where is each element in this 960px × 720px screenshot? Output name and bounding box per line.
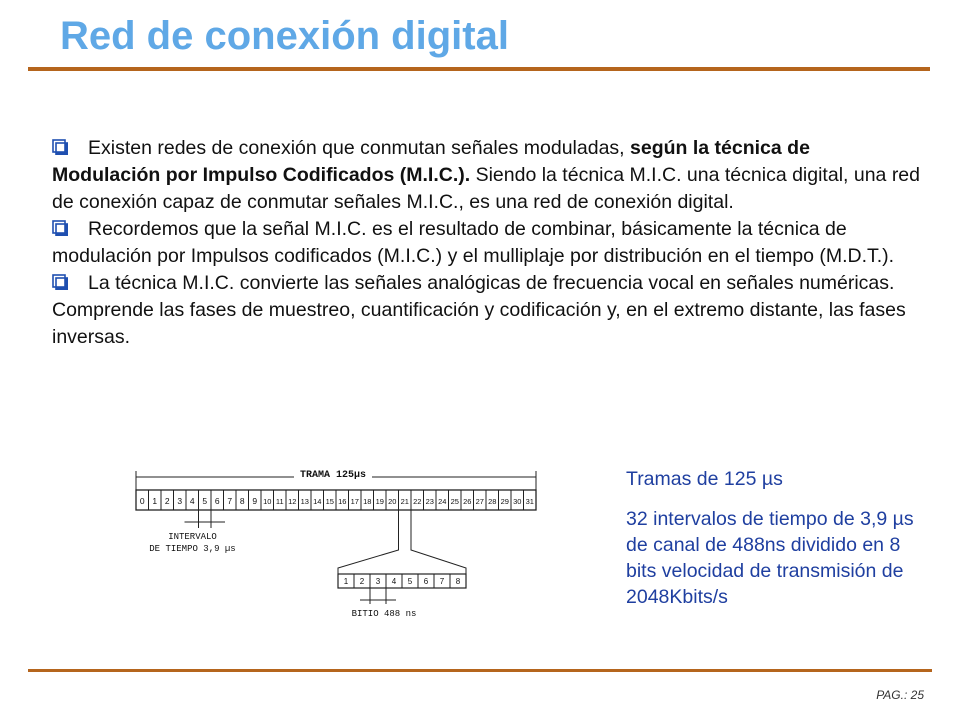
bitio-label: BITIO 488 ns <box>351 609 417 619</box>
slot-label: 10 <box>263 497 272 506</box>
slot-label: 19 <box>375 497 384 506</box>
slot-label: 11 <box>275 497 284 506</box>
bullet-paragraph <box>52 270 920 351</box>
side-notes <box>626 466 916 610</box>
bit-label: 6 <box>423 577 429 586</box>
slot-label: 6 <box>214 496 220 506</box>
bit-label: 2 <box>359 577 365 586</box>
slot-label: 26 <box>463 497 472 506</box>
side-note-frames: Tramas de 125 µs <box>626 468 783 490</box>
body-text <box>52 135 920 351</box>
interval-label-2: DE TIEMPO 3,9 µs <box>149 544 236 554</box>
slot-label: 29 <box>500 497 509 506</box>
slot-label: 30 <box>513 497 522 506</box>
pcm-frame-diagram <box>124 462 580 620</box>
slot-label: 9 <box>252 496 258 506</box>
paragraph-text: Siendo la técnica M.I.C. una técnica digital, una red de conexión capaz de conmutar señales M.I.C., es una red de conexión digital. <box>52 164 920 213</box>
slot-label: 21 <box>400 497 409 506</box>
bit-label: 5 <box>407 577 413 586</box>
slot-label: 20 <box>388 497 397 506</box>
bit-label: 8 <box>455 577 461 586</box>
checkbox-bullet-icon <box>52 274 68 290</box>
slot-label: 27 <box>475 497 484 506</box>
side-note-intervals: 32 intervalos de tiempo de 3,9 µs de canal de 488ns dividido en 8 bits velocidad de transmisión de 2048Kbits/s <box>626 508 914 608</box>
slot-label: 16 <box>338 497 347 506</box>
slot-label: 17 <box>350 497 359 506</box>
paragraph-text: La técnica M.I.C. convierte las señales analógicas de frecuencia vocal en señales numéricas. Comprende las fases de muestreo, cuantificación y codificación y, en el extremo distante, las fases inversas. <box>52 272 906 348</box>
slot-label: 31 <box>525 497 534 506</box>
paragraph-text: según la técnica de Modulación por Impulso Codificados (M.I.C.). <box>52 137 810 186</box>
slot-label: 23 <box>425 497 434 506</box>
slot-label: 7 <box>227 496 233 506</box>
paragraph-text: Existen redes de conexión que conmutan señales moduladas, <box>88 137 631 159</box>
slot-label: 13 <box>300 497 309 506</box>
expansion-line-left <box>338 510 399 574</box>
checkbox-bullet-icon <box>52 220 68 236</box>
slot-label: 3 <box>177 496 183 506</box>
slot-label: 14 <box>313 497 322 506</box>
slot-label: 12 <box>288 497 297 506</box>
trama-label: TRAMA 125µs <box>299 470 367 481</box>
slot-label: 28 <box>488 497 497 506</box>
slot-label: 0 <box>139 496 145 506</box>
slot-label: 22 <box>413 497 422 506</box>
slot-label: 5 <box>202 496 208 506</box>
bit-label: 3 <box>375 577 381 586</box>
bit-label: 4 <box>391 577 397 586</box>
slot-label: 24 <box>438 497 447 506</box>
slot-label: 15 <box>325 497 334 506</box>
interval-label-1: INTERVALO <box>168 532 217 542</box>
bullet-paragraph <box>52 216 920 270</box>
slot-label: 4 <box>189 496 195 506</box>
slot-label: 25 <box>450 497 459 506</box>
bullet-paragraph <box>52 135 920 216</box>
bit-label: 1 <box>343 577 349 586</box>
expansion-line-right <box>411 510 466 574</box>
slot-label: 2 <box>164 496 170 506</box>
slot-label: 8 <box>239 496 245 506</box>
slot-label: 1 <box>152 496 158 506</box>
bit-label: 7 <box>439 577 445 586</box>
footer-divider <box>28 669 932 672</box>
slide-title: Red de conexión digital <box>60 14 509 58</box>
paragraph-text: Recordemos que la señal M.I.C. es el resultado de combinar, básicamente la técnica de modulación por Impulsos codificados (M.I.C.) y el mulliplaje por distribución en el tiempo (M.D.T.). <box>52 218 895 267</box>
page-number: PAG.: 25 <box>876 688 924 702</box>
slot-label: 18 <box>363 497 372 506</box>
checkbox-bullet-icon <box>52 139 68 155</box>
title-divider <box>28 67 930 71</box>
